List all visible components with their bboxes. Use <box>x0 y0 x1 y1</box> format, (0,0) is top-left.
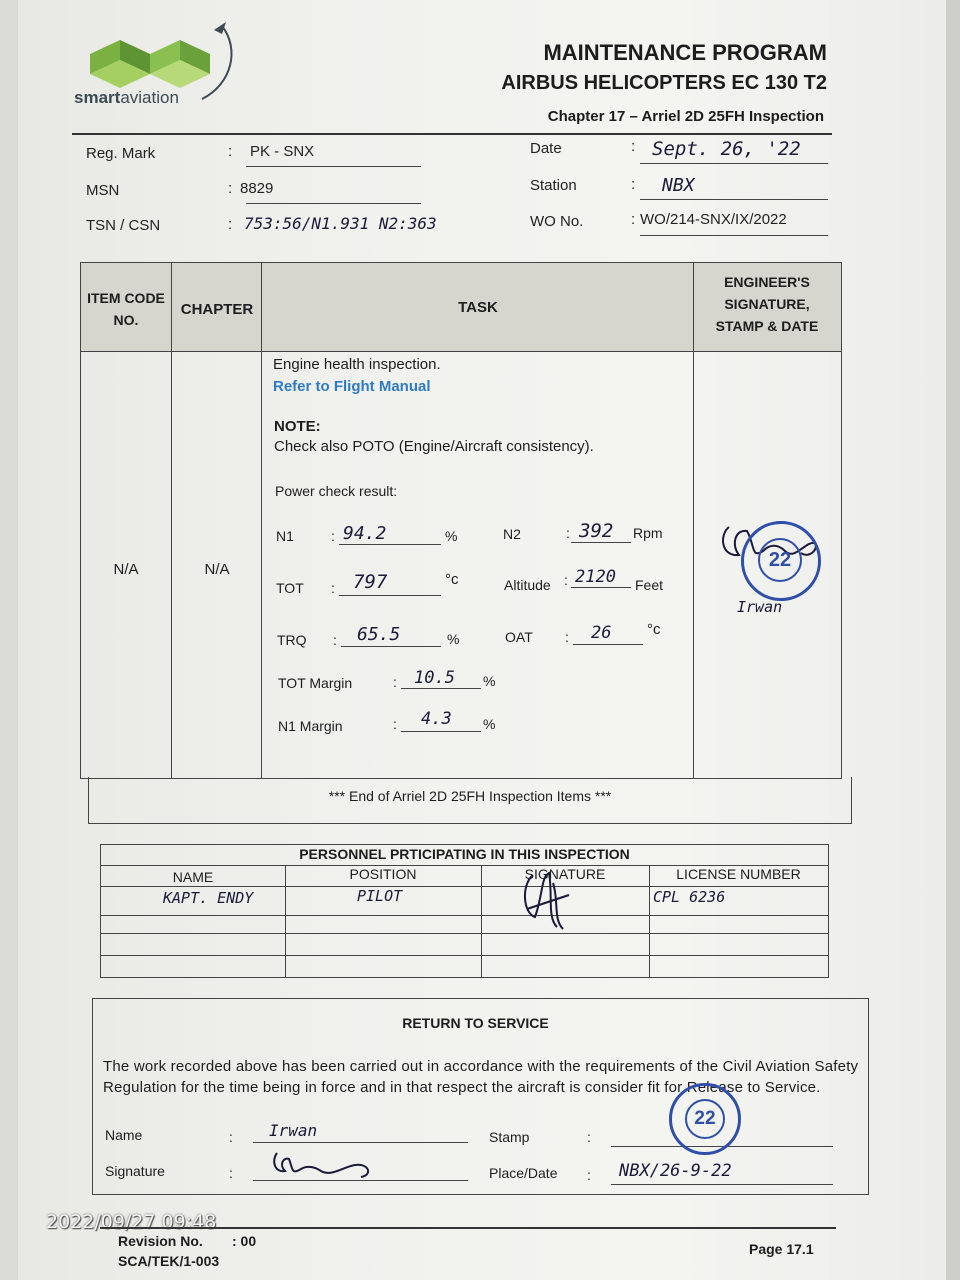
tot-value: 797 <box>353 571 388 593</box>
row-divider <box>101 933 828 934</box>
tot-margin-label: TOT Margin <box>278 675 353 691</box>
colon: : <box>631 211 636 228</box>
wo-label: WO No. <box>530 213 584 230</box>
personnel-license: CPL 6236 <box>653 888 726 906</box>
reg-underline <box>246 166 421 167</box>
col-divider <box>261 263 262 778</box>
n1-margin-value: 4.3 <box>421 709 452 729</box>
revision-label: Revision No. <box>118 1233 203 1249</box>
altitude-underline <box>571 587 631 588</box>
oat-underline <box>573 644 643 645</box>
rts-stamp <box>669 1083 741 1155</box>
reg-mark-value: PK - SNX <box>250 143 315 160</box>
col-license: LICENSE NUMBER <box>676 866 801 882</box>
n1-unit: % <box>445 528 458 544</box>
rts-title: RETURN TO SERVICE <box>402 1015 549 1031</box>
col-item-code: ITEM CODE NO. <box>87 290 165 328</box>
colon: : <box>331 580 335 596</box>
col-name: NAME <box>172 869 214 885</box>
chapter-title: Chapter 17 – Arriel 2D 25FH Inspection <box>547 108 824 125</box>
col-divider <box>285 866 286 977</box>
col-task: TASK <box>458 299 498 316</box>
n1-margin-unit: % <box>483 716 496 732</box>
power-check-label: Power check result: <box>275 483 398 499</box>
row-divider <box>101 955 828 956</box>
rts-place-label: Place/Date <box>489 1165 558 1181</box>
note-label: NOTE: <box>274 418 321 435</box>
return-to-service-box <box>92 998 869 1195</box>
station-underline <box>640 199 828 200</box>
col-divider <box>171 263 172 778</box>
altitude-label: Altitude <box>504 577 551 593</box>
revision-value: : 00 <box>232 1233 257 1249</box>
col-signature: SIGNATURE <box>524 866 606 882</box>
trq-unit: % <box>447 631 460 647</box>
row-divider <box>101 915 828 916</box>
colon: : <box>229 1129 233 1145</box>
tot-margin-underline <box>401 688 481 689</box>
n1-margin-underline <box>401 731 481 732</box>
colon: : <box>587 1129 591 1145</box>
col-divider <box>693 263 694 778</box>
col-chapter: CHAPTER <box>180 301 254 318</box>
rts-signature-icon <box>269 1147 379 1181</box>
msn-value: 8829 <box>240 180 274 197</box>
smart-aviation-logo <box>74 14 242 114</box>
item-code-value: N/A <box>113 561 139 578</box>
colon: : <box>333 632 337 648</box>
wo-value: WO/214-SNX/IX/2022 <box>640 211 787 228</box>
date-label: Date <box>530 140 562 157</box>
colon: : <box>393 674 397 690</box>
n1-margin-label: N1 Margin <box>278 718 343 734</box>
msn-underline <box>246 203 421 204</box>
rts-body: The work recorded above has been carried out in accordance with the requirements of the Civil Aviation Safety Regulation for the time being in force and in that respect the aircraft is consider fit for Release to Service. <box>103 1058 859 1096</box>
tot-margin-unit: % <box>483 673 496 689</box>
n1-label: N1 <box>276 528 294 544</box>
rts-stamp-number: 22 <box>685 1099 725 1139</box>
col-divider <box>481 866 482 977</box>
oat-label: OAT <box>505 629 533 645</box>
colon: : <box>565 629 569 645</box>
oat-value: 26 <box>591 623 612 643</box>
task-line1: Engine health inspection. <box>273 356 441 373</box>
n2-underline <box>571 542 631 543</box>
col-divider <box>649 866 650 977</box>
station-value: NBX <box>662 175 695 196</box>
title-aircraft: AIRBUS HELICOPTERS EC 130 T2 <box>501 72 827 94</box>
engineer-name: Irwan <box>737 598 783 616</box>
logo-wordmark: smartaviation <box>74 88 179 107</box>
colon: : <box>229 1165 233 1181</box>
tsn-csn-value: 753:56/N1.931 N2:363 <box>244 214 437 233</box>
title-maintenance-program: MAINTENANCE PROGRAM <box>543 40 827 65</box>
task-flight-manual-ref: Refer to Flight Manual <box>273 378 431 395</box>
photo-timestamp: 2022/09/27 09:48 <box>46 1211 217 1233</box>
trq-value: 65.5 <box>357 624 401 645</box>
n2-value: 392 <box>579 520 614 542</box>
colon: : <box>228 180 233 197</box>
tot-underline <box>339 595 441 596</box>
colon: : <box>331 528 335 544</box>
page-number: Page 17.1 <box>749 1241 814 1257</box>
tot-unit: °c <box>445 571 459 588</box>
header-rule <box>72 133 832 135</box>
altitude-unit: Feet <box>635 577 664 593</box>
n2-unit: Rpm <box>633 525 663 541</box>
station-label: Station <box>530 177 577 194</box>
oat-unit: °c <box>647 621 661 638</box>
tsn-csn-label: TSN / CSN <box>86 217 161 234</box>
rts-place-underline <box>611 1184 833 1185</box>
colon: : <box>566 525 570 541</box>
rts-name-label: Name <box>105 1127 143 1143</box>
end-items-row <box>88 777 852 824</box>
tot-label: TOT <box>276 580 304 596</box>
rts-name-value: Irwan <box>269 1121 318 1140</box>
personnel-title: PERSONNEL PRTICIPATING IN THIS INSPECTION <box>101 845 828 866</box>
col-engineer: ENGINEER'S SIGNATURE, STAMP & DATE <box>715 274 819 334</box>
trq-underline <box>341 646 441 647</box>
col-position: POSITION <box>349 866 417 882</box>
page-edge <box>946 0 960 1280</box>
colon: : <box>631 138 636 155</box>
wo-underline <box>640 235 828 236</box>
engineer-stamp <box>741 521 821 601</box>
rts-place-value: NBX/26-9-22 <box>619 1161 732 1181</box>
colon: : <box>393 716 397 732</box>
colon: : <box>631 176 636 193</box>
date-underline <box>640 163 828 164</box>
chapter-value: N/A <box>204 561 230 578</box>
colon: : <box>564 572 568 588</box>
end-items-text: *** End of Arriel 2D 25FH Inspection Items *** <box>328 788 612 804</box>
n1-underline <box>339 544 441 545</box>
colon: : <box>228 216 233 233</box>
msn-label: MSN <box>86 182 120 199</box>
personnel-signature-icon <box>513 865 573 935</box>
colon: : <box>587 1167 591 1183</box>
stamp-number: 22 <box>758 538 802 582</box>
n2-label: N2 <box>503 526 521 542</box>
rts-stamp-label: Stamp <box>489 1129 530 1145</box>
personnel-name: KAPT. ENDY <box>163 889 254 907</box>
note-text: Check also POTO (Engine/Aircraft consistency). <box>274 438 594 455</box>
footer-rule <box>100 1227 836 1229</box>
date-value: Sept. 26, '22 <box>652 138 801 160</box>
colon: : <box>228 143 233 160</box>
tot-margin-value: 10.5 <box>414 668 455 688</box>
n1-value: 94.2 <box>343 523 387 544</box>
personnel-position: PILOT <box>357 887 403 905</box>
reg-mark-label: Reg. Mark <box>86 145 156 162</box>
task-table <box>80 262 842 779</box>
rts-signature-underline <box>253 1180 468 1181</box>
rts-signature-label: Signature <box>105 1163 165 1179</box>
altitude-value: 2120 <box>575 567 616 587</box>
rts-name-underline <box>253 1142 468 1143</box>
trq-label: TRQ <box>277 632 307 648</box>
personnel-table <box>100 844 829 978</box>
doc-code: SCA/TEK/1-003 <box>118 1253 220 1269</box>
